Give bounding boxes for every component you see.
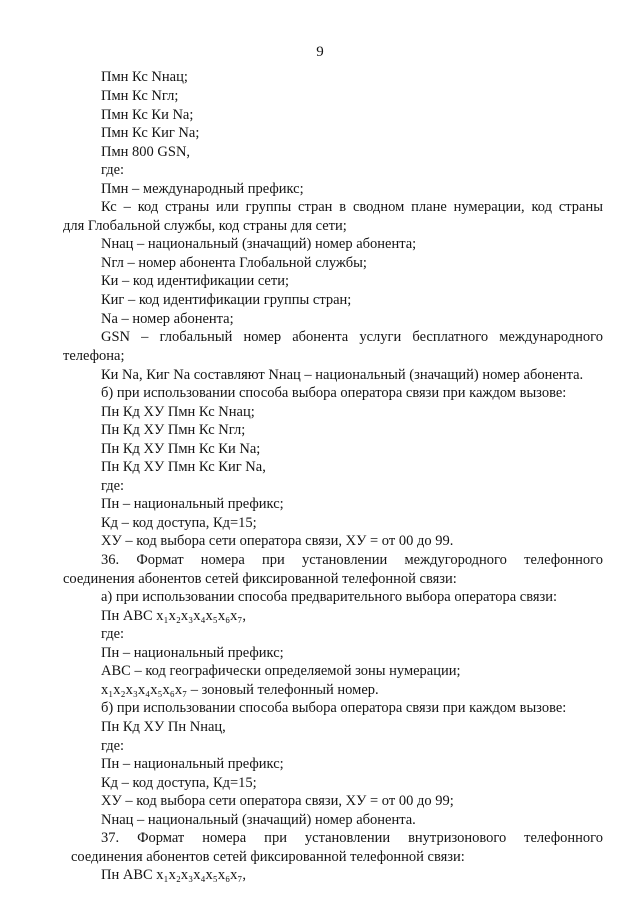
- text-line: Кс – код страны или группы стран в сводном плане нумерации, код страны: [101, 199, 603, 215]
- text-line: ХУ – код выбора сети оператора связи, ХУ = от 00 до 99;: [101, 793, 454, 809]
- text-line: Пн Кд ХУ Пмн Кс Ки Na;: [101, 441, 261, 457]
- text-line: Пн Кд ХУ Пмн Кс Nгл;: [101, 422, 246, 438]
- text-line: 36. Формат номера при установлении междугородного телефонного: [101, 552, 603, 568]
- text-line: Пн Кд ХУ Пмн Кс Nнац;: [101, 404, 255, 420]
- text-line: Пн Кд ХУ Пмн Кс Киг Na,: [101, 459, 266, 475]
- text-line: Пн – национальный префикс;: [101, 645, 284, 661]
- text-line: где:: [101, 738, 125, 754]
- text-line: 37. Формат номера при установлении внутризонового телефонного: [101, 830, 603, 846]
- text-line: Пмн 800 GSN,: [101, 144, 191, 160]
- text-line: где:: [101, 478, 125, 494]
- text-line: б) при использовании способа выбора оператора связи при каждом вызове:: [101, 385, 567, 401]
- text-line: Пн – национальный префикс;: [101, 496, 284, 512]
- text-line: Nгл – номер абонента Глобальной службы;: [101, 255, 367, 271]
- text-line: телефона;: [63, 348, 125, 364]
- text-line: Nнац – национальный (значащий) номер абонента;: [101, 236, 417, 252]
- text-line: Пмн Кс Nнац;: [101, 69, 188, 85]
- text-line: б) при использовании способа выбора оператора связи при каждом вызове:: [101, 700, 567, 716]
- page-number: 9: [316, 44, 324, 60]
- text-line: x₁x₂x₃x₄x₅x₆x₇ – зоновый телефонный номер.: [101, 682, 379, 698]
- text-line: Киг – код идентификации группы стран;: [101, 292, 352, 308]
- text-line: АВС – код географически определяемой зоны нумерации;: [101, 663, 461, 679]
- text-line: ХУ – код выбора сети оператора связи, ХУ = от 00 до 99.: [101, 533, 454, 549]
- text-line: соединения абонентов сетей фиксированной телефонной связи:: [71, 849, 465, 865]
- text-line: Пмн Кс Ки Na;: [101, 107, 194, 123]
- text-line: Пн Кд ХУ Пн Nнац,: [101, 719, 226, 735]
- text-line: для Глобальной службы, код страны для сети;: [63, 218, 347, 234]
- text-line: где:: [101, 162, 125, 178]
- text-line: Пн АВС x₁x₂x₃x₄x₅x₆x₇,: [101, 867, 247, 883]
- text-line: Пмн Кс Киг Na;: [101, 125, 200, 141]
- text-line: соединения абонентов сетей фиксированной телефонной связи:: [63, 571, 457, 587]
- text-line: GSN – глобальный номер абонента услуги бесплатного международного: [101, 329, 603, 345]
- text-line: Кд – код доступа, Кд=15;: [101, 515, 257, 531]
- text-line: Пмн Кс Nгл;: [101, 88, 179, 104]
- text-line: Na – номер абонента;: [101, 311, 234, 327]
- text-line: а) при использовании способа предварительного выбора оператора связи:: [101, 589, 558, 605]
- text-line: Ки – код идентификации сети;: [101, 273, 289, 289]
- text-line: Пн – национальный префикс;: [101, 756, 284, 772]
- text-line: Ки Na, Киг Na составляют Nнац – национальный (значащий) номер абонента.: [101, 367, 584, 383]
- text-line: Nнац – национальный (значащий) номер абонента.: [101, 812, 416, 828]
- text-line: где:: [101, 626, 125, 642]
- text-line: Кд – код доступа, Кд=15;: [101, 775, 257, 791]
- text-line: Пмн – международный префикс;: [101, 181, 304, 197]
- text-line: Пн АВС x₁x₂x₃x₄x₅x₆x₇,: [101, 608, 247, 624]
